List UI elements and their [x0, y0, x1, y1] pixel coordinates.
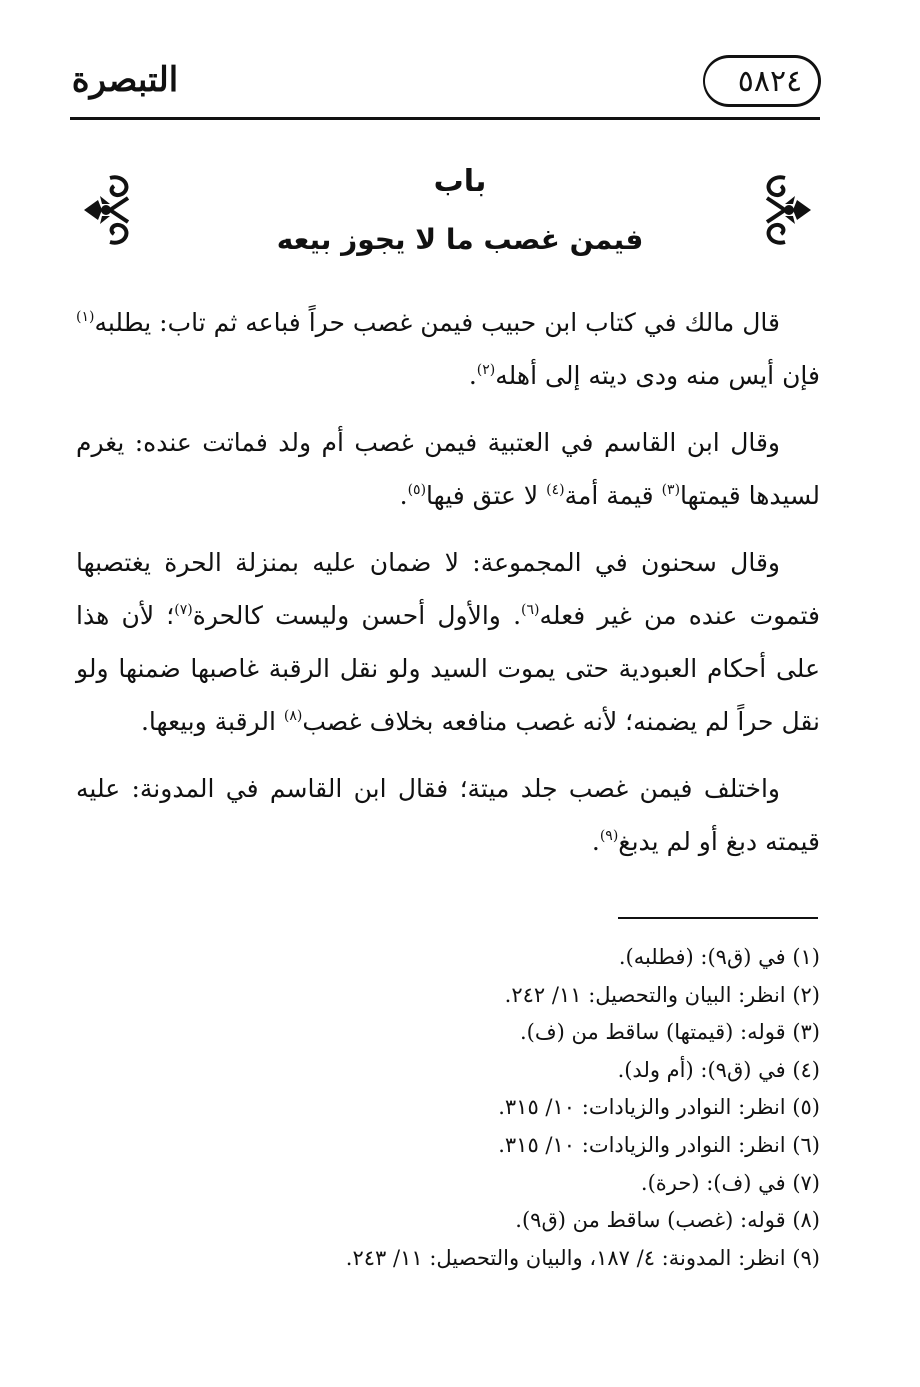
running-title: التبصرة — [71, 60, 179, 100]
footnote-marker: (٦) — [521, 602, 540, 618]
paragraph — [76, 536, 820, 748]
footnote-marker: (٧) — [174, 602, 193, 618]
paragraph-text: الرقبة وبيعها. — [140, 707, 284, 736]
footnote: (٧) في (ف): (حرة). — [640, 1170, 820, 1195]
paragraph-text: وقال سحنون في المجموعة: لا ضمان عليه بمنزلة الحرة يغتصبها فتموت عنده من غير فعله — [76, 548, 820, 630]
paragraph-text: . — [399, 481, 408, 510]
footnote-marker: (٤) — [546, 482, 565, 498]
footnote-marker: (٣) — [661, 482, 681, 498]
paragraph-text: . والأول أحسن وليست كالحرة — [192, 601, 522, 630]
footnote: (٣) قوله: (قيمتها) ساقط من (ف). — [519, 1020, 820, 1045]
body-text — [76, 296, 820, 882]
footnote-marker: (٢) — [476, 362, 496, 378]
paragraph-text: . — [591, 827, 600, 856]
footnote-marker: (٨) — [283, 708, 303, 724]
paragraph-text: قال مالك في كتاب ابن حبيب فيمن غصب حراً فباعه ثم تاب: يطلبه — [94, 308, 780, 337]
right-ornament-icon — [755, 170, 815, 250]
chapter-heading-bab: باب — [433, 164, 487, 199]
footnote: (٥) انظر: النوادر والزيادات: ١٠/ ٣١٥. — [498, 1095, 820, 1120]
page-number: ٥٨٢٤ — [737, 64, 803, 99]
paragraph — [76, 762, 820, 868]
chapter-heading-title: فيمن غصب ما لا يجوز بيعه — [276, 223, 644, 256]
paragraph-text: قيمة أمة — [564, 481, 662, 510]
paragraph — [76, 296, 820, 402]
footnote-marker: (٩) — [599, 828, 619, 844]
paragraph — [76, 416, 820, 522]
footnote: (٢) انظر: البيان والتحصيل: ١١/ ٢٤٢. — [504, 982, 820, 1007]
footnotes — [76, 939, 820, 1277]
footnote-marker: (١) — [76, 309, 95, 325]
footnote: (٩) انظر: المدونة: ٤/ ١٨٧، والبيان والتحصيل: ١١/ ٢٤٣. — [345, 1245, 820, 1270]
paragraph-text: . — [468, 361, 477, 390]
paragraph-text: فإن أيس منه ودى ديته إلى أهله — [495, 361, 820, 390]
footnote: (١) في (ق٩): (فطلبه). — [618, 945, 820, 969]
paragraph-text: واختلف فيمن غصب جلد ميتة؛ فقال ابن القاسم في المدونة: عليه قيمته دبغ أو لم يدبغ — [76, 774, 820, 856]
footnote: (٦) انظر: النوادر والزيادات: ١٠/ ٣١٥. — [498, 1132, 820, 1157]
paragraph-text: ؛ لأن هذا على أحكام العبودية حتى يموت السيد ولو نقل الرقبة غاصبها ضمنها ولو نقل حراً لم يضمنه؛ لأنه غصب منافعه بخلاف غصب — [76, 601, 820, 736]
footnote: (٤) في (ق٩): (أم ولد). — [617, 1057, 820, 1082]
left-ornament-icon — [80, 170, 140, 250]
footnote-marker: (٥) — [407, 482, 427, 498]
footnote: (٨) قوله: (غصب) ساقط من (ق٩). — [515, 1208, 820, 1233]
header-rule — [70, 117, 820, 120]
footnote-separator — [618, 917, 818, 919]
paragraph-text: لا عتق فيها — [426, 481, 547, 510]
paragraph-text: وقال ابن القاسم في العتبية فيمن غصب أم ولد فماتت عنده: يغرم لسيدها قيمتها — [76, 428, 820, 510]
